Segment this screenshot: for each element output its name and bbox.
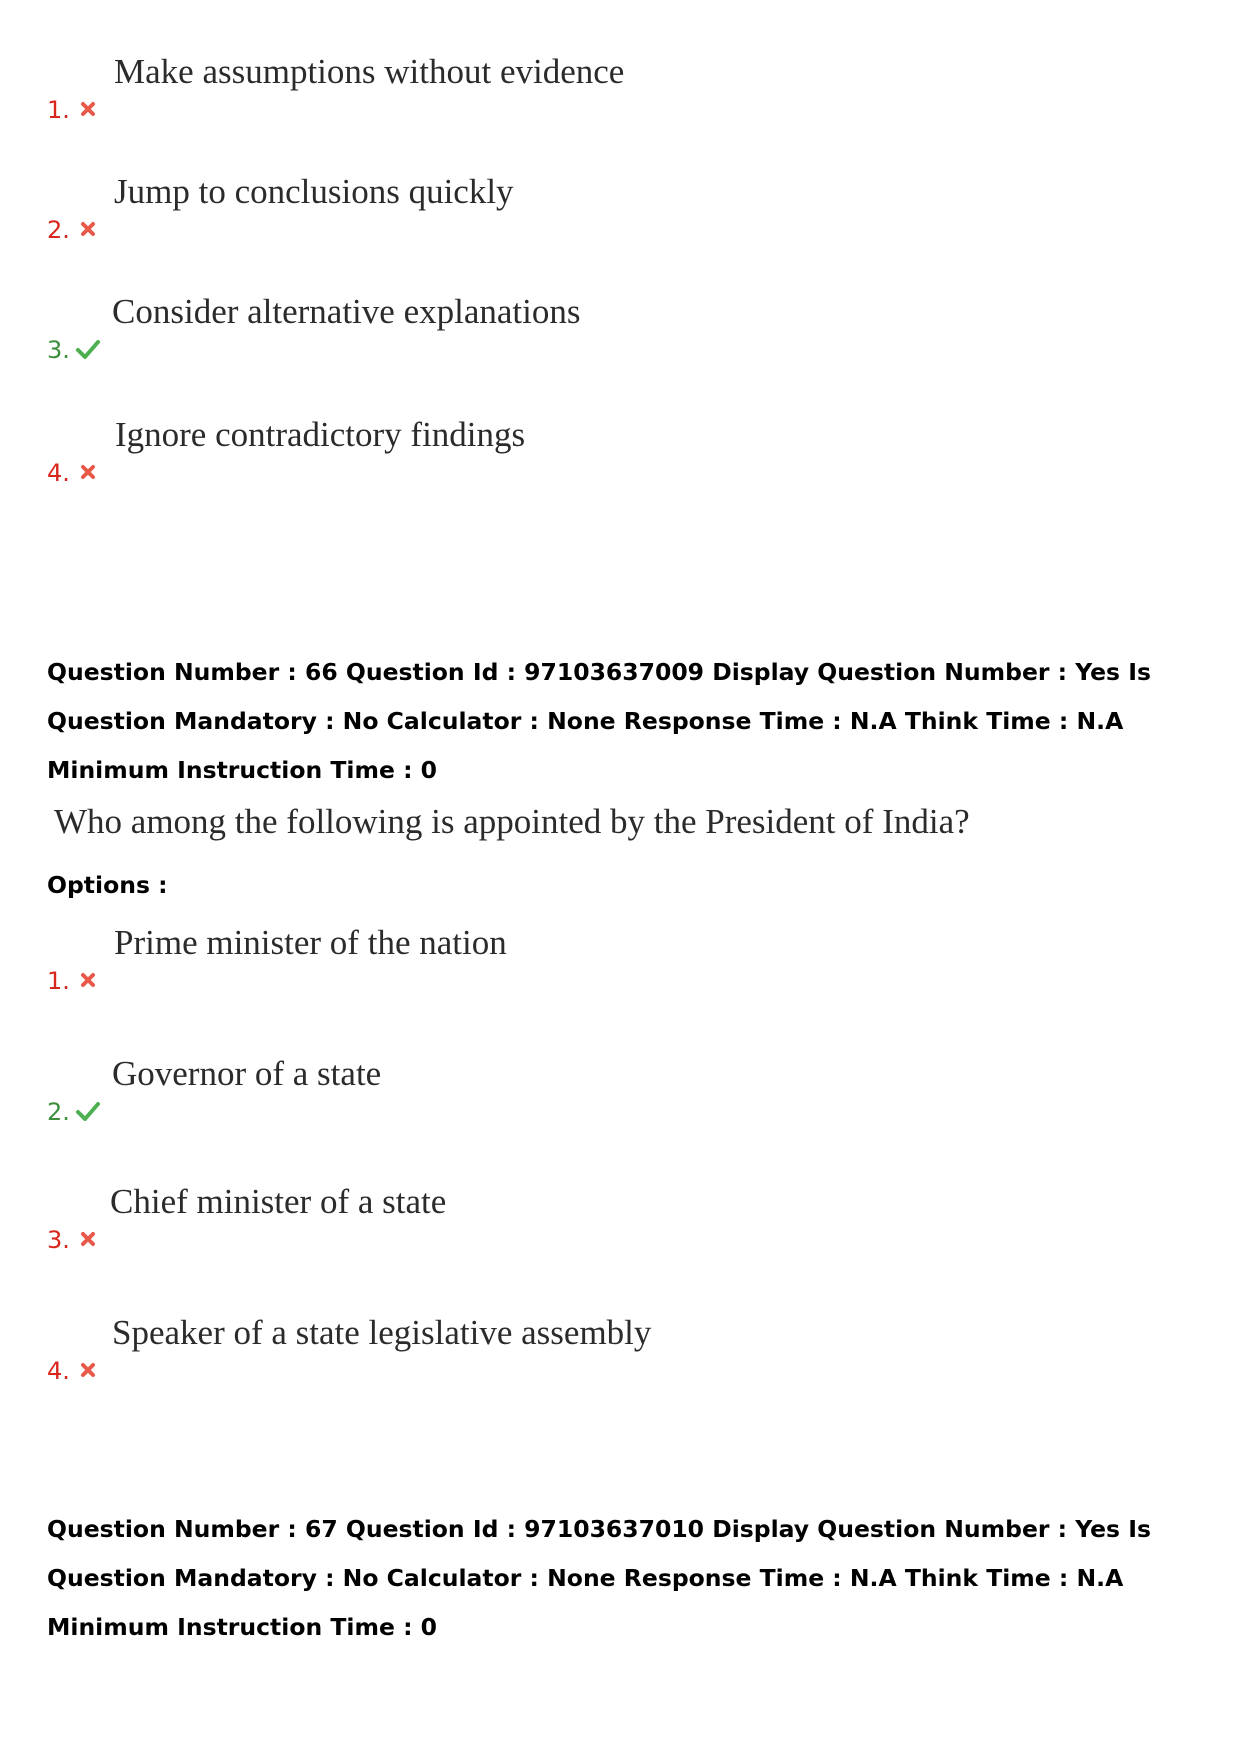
option-text: Speaker of a state legislative assembly xyxy=(112,1313,652,1352)
option-number: 4. xyxy=(47,459,70,487)
cross-icon xyxy=(77,1228,99,1250)
option-text: Ignore contradictory findings xyxy=(115,415,526,454)
cross-icon xyxy=(77,461,99,483)
cross-icon xyxy=(77,218,99,240)
question-66-text: Who among the following is appointed by the President of India? xyxy=(54,802,970,841)
check-icon xyxy=(75,1100,101,1122)
option-text: Jump to conclusions quickly xyxy=(114,172,514,211)
cross-icon xyxy=(77,969,99,991)
option-text: Governor of a state xyxy=(112,1054,382,1093)
option-number: 4. xyxy=(47,1357,70,1385)
question-66-meta: Question Number : 66 Question Id : 97103637009 Display Question Number : Yes Is Question Mandatory : No Calculator : None Response Time : N.A Think Time : N.A Minimum Instruction Time : 0 xyxy=(47,658,1151,784)
check-icon xyxy=(75,338,101,360)
option-number: 3. xyxy=(47,336,70,364)
option-text: Make assumptions without evidence xyxy=(114,52,625,91)
option-text: Consider alternative explanations xyxy=(112,292,581,331)
cross-icon xyxy=(77,1359,99,1381)
question-67-meta: Question Number : 67 Question Id : 97103637010 Display Question Number : Yes Is Question Mandatory : No Calculator : None Response Time : N.A Think Time : N.A Minimum Instruction Time : 0 xyxy=(47,1515,1151,1641)
option-number: 2. xyxy=(47,216,70,244)
option-number: 2. xyxy=(47,1098,70,1126)
option-text: Chief minister of a state xyxy=(110,1182,447,1221)
option-number: 3. xyxy=(47,1226,70,1254)
option-number: 1. xyxy=(47,967,70,995)
option-number: 1. xyxy=(47,96,70,124)
options-label: Options : xyxy=(47,871,168,899)
cross-icon xyxy=(77,98,99,120)
option-text: Prime minister of the nation xyxy=(114,923,507,962)
